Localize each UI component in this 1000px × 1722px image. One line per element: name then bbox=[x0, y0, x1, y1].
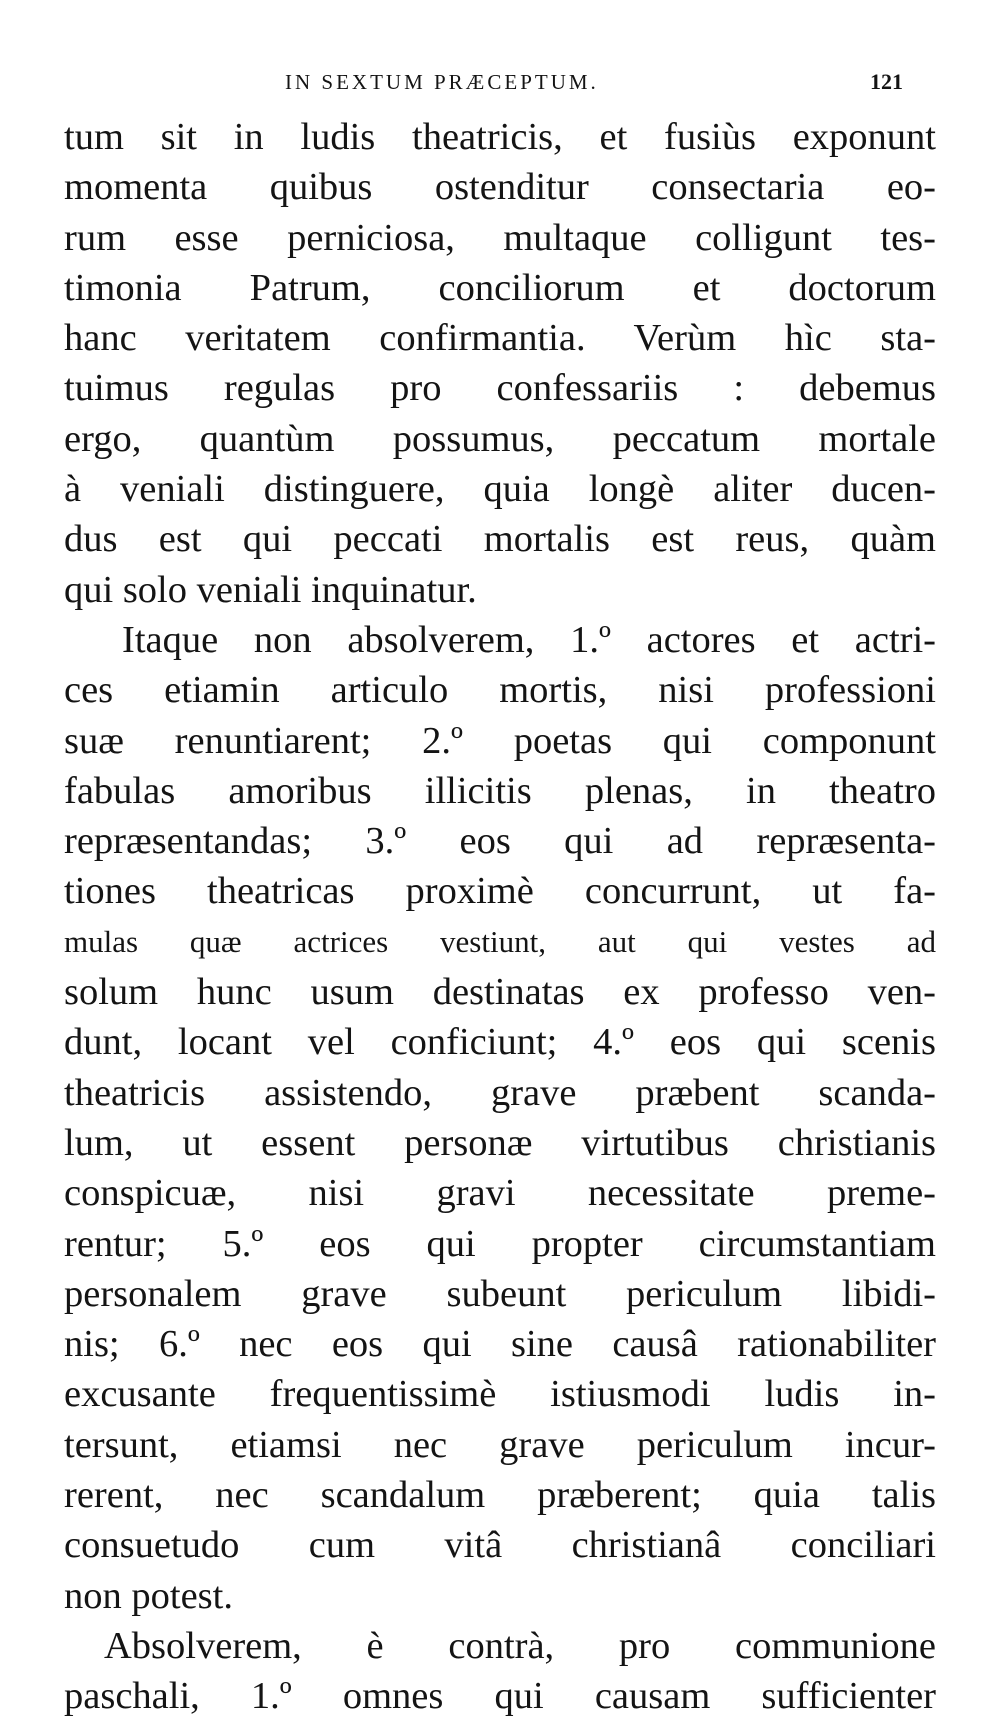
text-line: nis; 6.º nec eos qui sine causâ rationabiliter bbox=[64, 1323, 936, 1366]
text-line: tiones theatricas proximè concurrunt, ut fa- bbox=[64, 870, 936, 913]
text-line: à veniali distinguere, quia longè aliter ducen- bbox=[64, 468, 936, 511]
text-line: repræsentandas; 3.º eos qui ad repræsenta- bbox=[64, 820, 936, 863]
text-line: ergo, quantùm possumus, peccatum mortale bbox=[64, 417, 936, 460]
text-line: ces etiamin articulo mortis, nisi professioni bbox=[64, 669, 936, 712]
text-line: dus est qui peccati mortalis est reus, quàm bbox=[64, 518, 936, 561]
text-line: rerent, nec scandalum præberent; quia talis bbox=[64, 1474, 936, 1517]
text-line: hanc veritatem confirmantia. Verùm hìc sta- bbox=[64, 317, 936, 360]
text-line: theatricis assistendo, grave præbent scanda- bbox=[64, 1071, 936, 1114]
text-line: tersunt, etiamsi nec grave periculum incur- bbox=[64, 1423, 936, 1466]
text-line: tuimus regulas pro confessariis : debemus bbox=[64, 367, 936, 410]
body-text bbox=[64, 112, 936, 1722]
text-line: conspicuæ, nisi gravi necessitate preme- bbox=[64, 1172, 936, 1215]
text-line: rentur; 5.º eos qui propter circumstantiam bbox=[64, 1222, 936, 1265]
text-line: rum esse perniciosa, multaque colligunt tes- bbox=[64, 216, 936, 259]
running-head bbox=[0, 62, 1000, 102]
text-line: dunt, locant vel conficiunt; 4.º eos qui scenis bbox=[64, 1021, 936, 1064]
text-line: consuetudo cum vitâ christianâ conciliari bbox=[64, 1524, 936, 1567]
text-line: excusante frequentissimè istiusmodi ludis in- bbox=[64, 1373, 936, 1416]
text-line: mulas quæ actrices vestiunt, aut qui vestes ad bbox=[64, 923, 936, 959]
text-line: tum sit in ludis theatricis, et fusiùs exponunt bbox=[64, 116, 936, 158]
text-line: momenta quibus ostenditur consectaria eo- bbox=[64, 166, 936, 209]
paragraph-start-line: Itaque non absolverem, 1.º actores et actri- bbox=[122, 618, 936, 661]
text-line: timonia Patrum, conciliorum et doctorum bbox=[64, 266, 936, 309]
running-head-title: IN SEXTUM PRÆCEPTUM. bbox=[285, 70, 599, 94]
paragraph-start-line: Absolverem, è contrà, pro communione bbox=[104, 1624, 936, 1667]
text-line: solum hunc usum destinatas ex professo ven- bbox=[64, 971, 936, 1014]
text-line: personalem grave subeunt periculum libidi- bbox=[64, 1272, 936, 1315]
text-line: lum, ut essent personæ virtutibus christianis bbox=[64, 1121, 936, 1164]
page-number: 121 bbox=[870, 69, 903, 94]
text-line: non potest. bbox=[64, 1574, 233, 1617]
text-line: paschali, 1.º omnes qui causam sufficienter bbox=[64, 1675, 936, 1718]
text-line: suæ renuntiarent; 2.º poetas qui componunt bbox=[64, 719, 936, 762]
text-line: fabulas amoribus illicitis plenas, in theatro bbox=[64, 769, 936, 812]
text-line: qui solo veniali inquinatur. bbox=[64, 568, 477, 611]
